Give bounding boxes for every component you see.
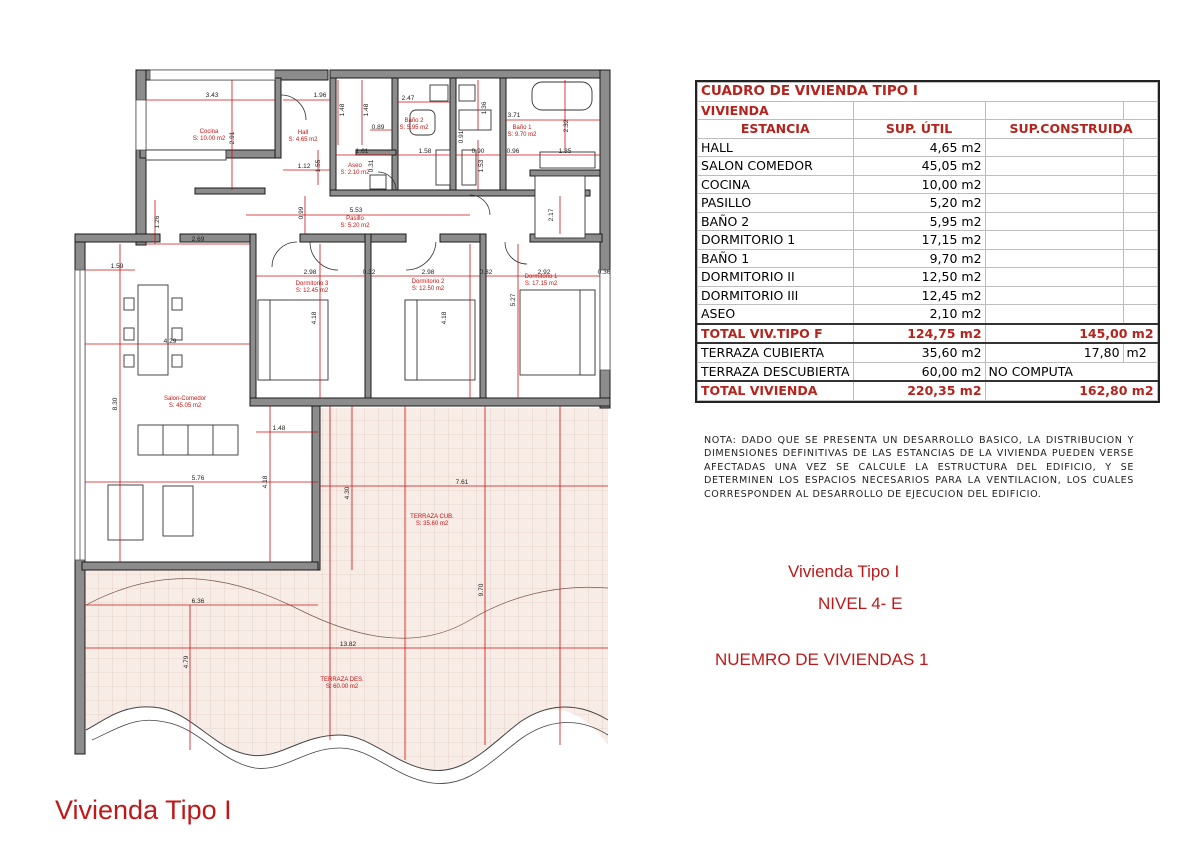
dim-text: 6.36	[191, 598, 205, 605]
room-label: TERRAZA DES.	[320, 677, 364, 683]
table-row-total-tipo	[698, 324, 1158, 344]
dim-text: 2.17	[548, 208, 555, 222]
terraza-descubierta-name: TERRAZA DESCUBIERTA	[698, 362, 854, 381]
dim-text: 4.29	[163, 338, 177, 345]
dim-text: 2.98	[303, 269, 317, 276]
dim-text: 5.76	[191, 475, 205, 482]
dim-text: 0.32	[362, 269, 376, 276]
terraza-cubierta-unit: m2	[1123, 343, 1157, 362]
dim-text: 8.30	[112, 397, 119, 411]
room-util: 4,65 m2	[853, 138, 985, 157]
dim-text: 4.18	[441, 311, 448, 325]
dim-text: 3.71	[507, 112, 521, 119]
terraza-descubierta-util: 60,00 m2	[853, 362, 985, 381]
room-area: S: 5.20 m2	[340, 223, 370, 229]
dim-text: 7.61	[455, 479, 469, 486]
table-row	[698, 268, 1158, 287]
terraza-descubierta-construida: NO COMPUTA	[985, 362, 1157, 381]
room-label: Cocina	[199, 129, 219, 135]
room-area: S: 10.00 m2	[192, 136, 226, 142]
header-sup-util: SUP. ÚTIL	[853, 120, 985, 139]
dim-text: 1.53	[478, 159, 485, 173]
dim-text: 1.58	[418, 148, 432, 155]
room-label: Baño 2	[404, 118, 424, 124]
table-row	[698, 175, 1158, 194]
dim-text: 1.55	[315, 159, 322, 173]
table-row	[698, 305, 1158, 324]
room-name: BAÑO 1	[698, 249, 854, 268]
room-area: S: 35.60 m2	[415, 521, 449, 527]
terraza-cubierta-name: TERRAZA CUBIERTA	[698, 343, 854, 362]
dim-text: 0.96	[506, 148, 520, 155]
dim-text: 1.48	[363, 103, 370, 117]
room-area: S: 60.00 m2	[325, 684, 359, 690]
dim-text: 2.98	[421, 269, 435, 276]
table-row	[698, 194, 1158, 213]
room-label: Hall	[297, 130, 309, 136]
bottom-title: Vivienda Tipo I	[55, 795, 232, 825]
room-label: Dormitorio 3	[295, 281, 329, 287]
table-header-row	[698, 120, 1158, 139]
room-util: 5,95 m2	[853, 212, 985, 231]
terraza-cubierta-util: 35,60 m2	[853, 343, 985, 362]
room-util: 45,05 m2	[853, 157, 985, 176]
dim-text: 2.69	[191, 236, 205, 243]
room-area: S: 12.45 m2	[295, 288, 329, 294]
table-title: CUADRO DE VIVIENDA TIPO I	[698, 83, 1158, 102]
table-row	[698, 157, 1158, 176]
section-label: VIVIENDA	[698, 101, 854, 120]
dim-text: 0.90	[471, 148, 485, 155]
table-row-terraza-descubierta	[698, 362, 1158, 381]
dim-text: 1.85	[558, 148, 572, 155]
room-util: 5,20 m2	[853, 194, 985, 213]
table-row	[698, 286, 1158, 305]
dim-text: 1.48	[272, 425, 286, 432]
table-row-terraza-cubierta	[698, 343, 1158, 362]
room-util: 12,50 m2	[853, 268, 985, 287]
dim-text: 13.82	[339, 641, 357, 648]
dim-text: 1.59	[110, 263, 124, 270]
terrace-covered	[318, 408, 608, 570]
dim-text: 9.70	[478, 583, 485, 597]
room-area: S: 9.70 m2	[507, 132, 537, 138]
room-name: DORMITORIO 1	[698, 231, 854, 250]
nivel-label: NIVEL 4- E	[818, 594, 903, 613]
room-name: COCINA	[698, 175, 854, 194]
dim-text: 2.91	[229, 131, 236, 145]
dim-text: 3.43	[205, 92, 219, 99]
total-vivienda-util: 220,35 m2	[853, 381, 985, 400]
dim-text: 4.30	[344, 486, 351, 500]
dim-text: 2.47	[401, 95, 415, 102]
room-area: S: 45.05 m2	[168, 403, 202, 409]
room-util: 10,00 m2	[853, 175, 985, 194]
room-label: TERRAZA CUB.	[410, 514, 454, 520]
room-util: 2,10 m2	[853, 305, 985, 324]
room-label: Baño 1	[512, 125, 532, 131]
room-label: Dormitorio 1	[524, 274, 558, 280]
room-name: DORMITORIO II	[698, 268, 854, 287]
table-row	[698, 138, 1158, 157]
total-tipo-util: 124,75 m2	[853, 324, 985, 344]
table-row	[698, 249, 1158, 268]
room-area: S: 4.65 m2	[288, 137, 318, 143]
table-title-row	[698, 83, 1158, 102]
room-name: SALON COMEDOR	[698, 157, 854, 176]
dim-text: 1.61	[355, 148, 369, 155]
num-viviendas-label: NUEMRO DE VIVIENDAS 1	[715, 650, 929, 669]
room-name: ASEO	[698, 305, 854, 324]
room-util: 9,70 m2	[853, 249, 985, 268]
dim-text: 0.89	[371, 124, 385, 131]
room-name: PASILLO	[698, 194, 854, 213]
room-label: Salon-Comedor	[163, 396, 207, 402]
dim-text: 1.12	[297, 163, 311, 170]
dim-text: 4.18	[262, 475, 269, 489]
dim-text: 0.31	[368, 159, 375, 173]
dim-text: 1.96	[313, 92, 327, 99]
room-name: BAÑO 2	[698, 212, 854, 231]
total-tipo-construida: 145,00 m2	[985, 324, 1157, 344]
room-area: S: 2.10 m2	[340, 170, 370, 176]
total-tipo-name: TOTAL VIV.TIPO F	[698, 324, 854, 344]
room-name: DORMITORIO III	[698, 286, 854, 305]
summary-table	[697, 82, 1158, 401]
dim-text: 5.53	[349, 207, 363, 214]
dim-text: 4.79	[183, 655, 190, 669]
note-text: NOTA: DADO QUE SE PRESENTA UN DESARROLLO BASICO, LA DISTRIBUCION Y DIMENSIONES DEFINITIVAS DE LAS ESTANCIAS DE LA VIVIENDA PUEDEN VERSE AFECTADAS UNA VEZ SE CALCULE LA ESTRUCTURA DEL EDIFICIO, Y SE DETERMINEN LOS ESPACIOS NECESARIOS PARA LA VENTILACION, LOS CUALES CORRESPONDEN AL DESARROLLO DE EJECUCION DEL EDIFICIO.	[704, 435, 1134, 500]
dim-text: 0.99	[298, 206, 305, 220]
room-area: S: 17.15 m2	[524, 281, 558, 287]
total-vivienda-name: TOTAL VIVIENDA	[698, 381, 854, 400]
room-label: Aseo	[348, 163, 362, 169]
dim-text: 1.26	[154, 215, 161, 229]
room-area: S: 5.95 m2	[399, 125, 429, 131]
dim-text: 1.36	[481, 101, 488, 115]
dim-text: 0.32	[479, 269, 493, 276]
dim-text: 2.92	[537, 269, 551, 276]
table-section-row	[698, 101, 1158, 120]
room-label: Dormitorio 2	[411, 279, 445, 285]
dim-text: 5.27	[510, 293, 517, 307]
room-label: Pasillo	[346, 216, 364, 222]
table-row-total-vivienda	[698, 381, 1158, 400]
tipo-label: Vivienda Tipo I	[788, 562, 900, 581]
header-estancia: ESTANCIA	[698, 120, 854, 139]
dim-text: 0.36	[597, 269, 611, 276]
dim-text: 0.91	[458, 130, 465, 144]
room-util: 17,15 m2	[853, 231, 985, 250]
room-name: HALL	[698, 138, 854, 157]
header-sup-construida: SUP.CONSTRUIDA	[985, 120, 1157, 139]
dim-text: 4.18	[311, 311, 318, 325]
table-row	[698, 212, 1158, 231]
room-area: S: 12.50 m2	[411, 286, 445, 292]
total-vivienda-construida: 162,80 m2	[985, 381, 1157, 400]
table-row	[698, 231, 1158, 250]
terraza-cubierta-construida: 17,80	[985, 343, 1123, 362]
dim-text: 1.48	[339, 103, 346, 117]
room-util: 12,45 m2	[853, 286, 985, 305]
dim-text: 2.32	[563, 119, 570, 133]
